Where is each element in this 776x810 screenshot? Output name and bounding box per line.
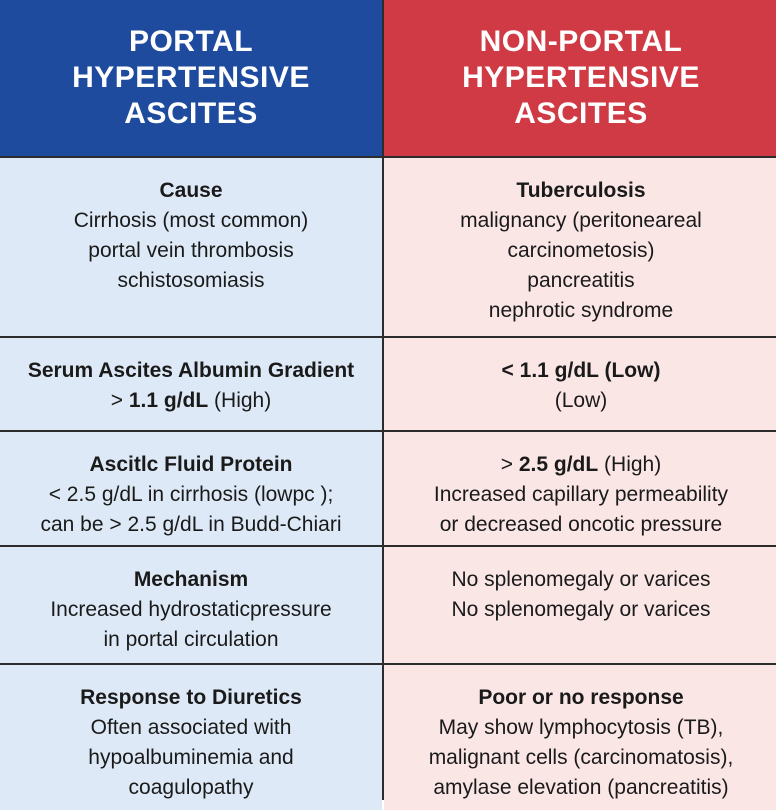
cell-line: (Low) (554, 389, 608, 412)
cell-line: portal vein thrombosis (88, 239, 294, 262)
cell-line: Increased hydrostaticpressure (50, 598, 332, 621)
cell-line: < 2.5 g/dL in cirrhosis (lowpc ); (48, 483, 334, 506)
cell-line: in portal circulation (103, 628, 279, 651)
cell-line: can be > 2.5 g/dL in Budd-Chiari (40, 513, 342, 536)
cell-line: No splenomegaly or varices (451, 568, 711, 591)
diuretics-non-portal-cell (384, 665, 776, 810)
saag-portal-cell (0, 338, 382, 430)
saag-prefix: > (110, 389, 129, 412)
row-title: Mechanism (133, 568, 249, 591)
cell-line: coagulopathy (128, 776, 254, 799)
cause-portal-cell (0, 158, 382, 336)
cell-line: hypoalbuminemia and (88, 746, 294, 769)
cell-line: or decreased oncotic pressure (439, 513, 723, 536)
diuretics-portal-cell (0, 665, 382, 810)
cell-line: carcinometosis) (507, 239, 655, 262)
row-title: Tuberculosis (516, 179, 646, 202)
protein-value-line (501, 450, 661, 480)
cause-non-portal-cell (384, 158, 776, 336)
saag-value: 1.1 g/dL (Low) (519, 359, 661, 382)
saag-suffix: (High) (208, 389, 272, 412)
cell-line: No splenomegaly or varices (451, 598, 711, 621)
cell-line: Often associated with (90, 716, 292, 739)
cell-line: malignant cells (carcinomatosis), (428, 746, 734, 769)
row-title: Ascitlc Fluid Protein (89, 453, 293, 476)
protein-portal-cell (0, 432, 382, 545)
row-title: Poor or no response (478, 686, 684, 709)
cell-line: Increased capillary permeability (433, 483, 729, 506)
protein-value: 2.5 g/dL (518, 453, 599, 476)
saag-value: 1.1 g/dL (128, 389, 209, 412)
cell-line: nephrotic syndrome (488, 299, 674, 322)
saag-value-line (111, 386, 271, 416)
saag-non-portal-cell (384, 338, 776, 430)
cell-line: schistosomiasis (117, 269, 265, 292)
header-portal: PORTAL HYPERTENSIVE ASCITES (0, 0, 382, 156)
row-title: Response to Diuretics (80, 686, 302, 709)
mechanism-non-portal-cell (384, 547, 776, 663)
cell-line: pancreatitis (527, 269, 635, 292)
saag-prefix: < (501, 359, 520, 382)
row-title: Cause (159, 179, 223, 202)
cell-line: Cirrhosis (most common) (73, 209, 309, 232)
header-non-portal: NON-PORTAL HYPERTENSIVE ASCITES (384, 0, 776, 156)
protein-prefix: > (500, 453, 519, 476)
cell-line: malignancy (peritoneareal (460, 209, 702, 232)
saag-value-line (502, 356, 661, 386)
protein-non-portal-cell (384, 432, 776, 545)
cell-line: amylase elevation (pancreatitis) (433, 776, 729, 799)
row-title: Serum Ascites Albumin Gradient (27, 359, 355, 382)
cell-line: May show lymphocytosis (TB), (438, 716, 724, 739)
mechanism-portal-cell (0, 547, 382, 663)
protein-suffix: (High) (598, 453, 662, 476)
